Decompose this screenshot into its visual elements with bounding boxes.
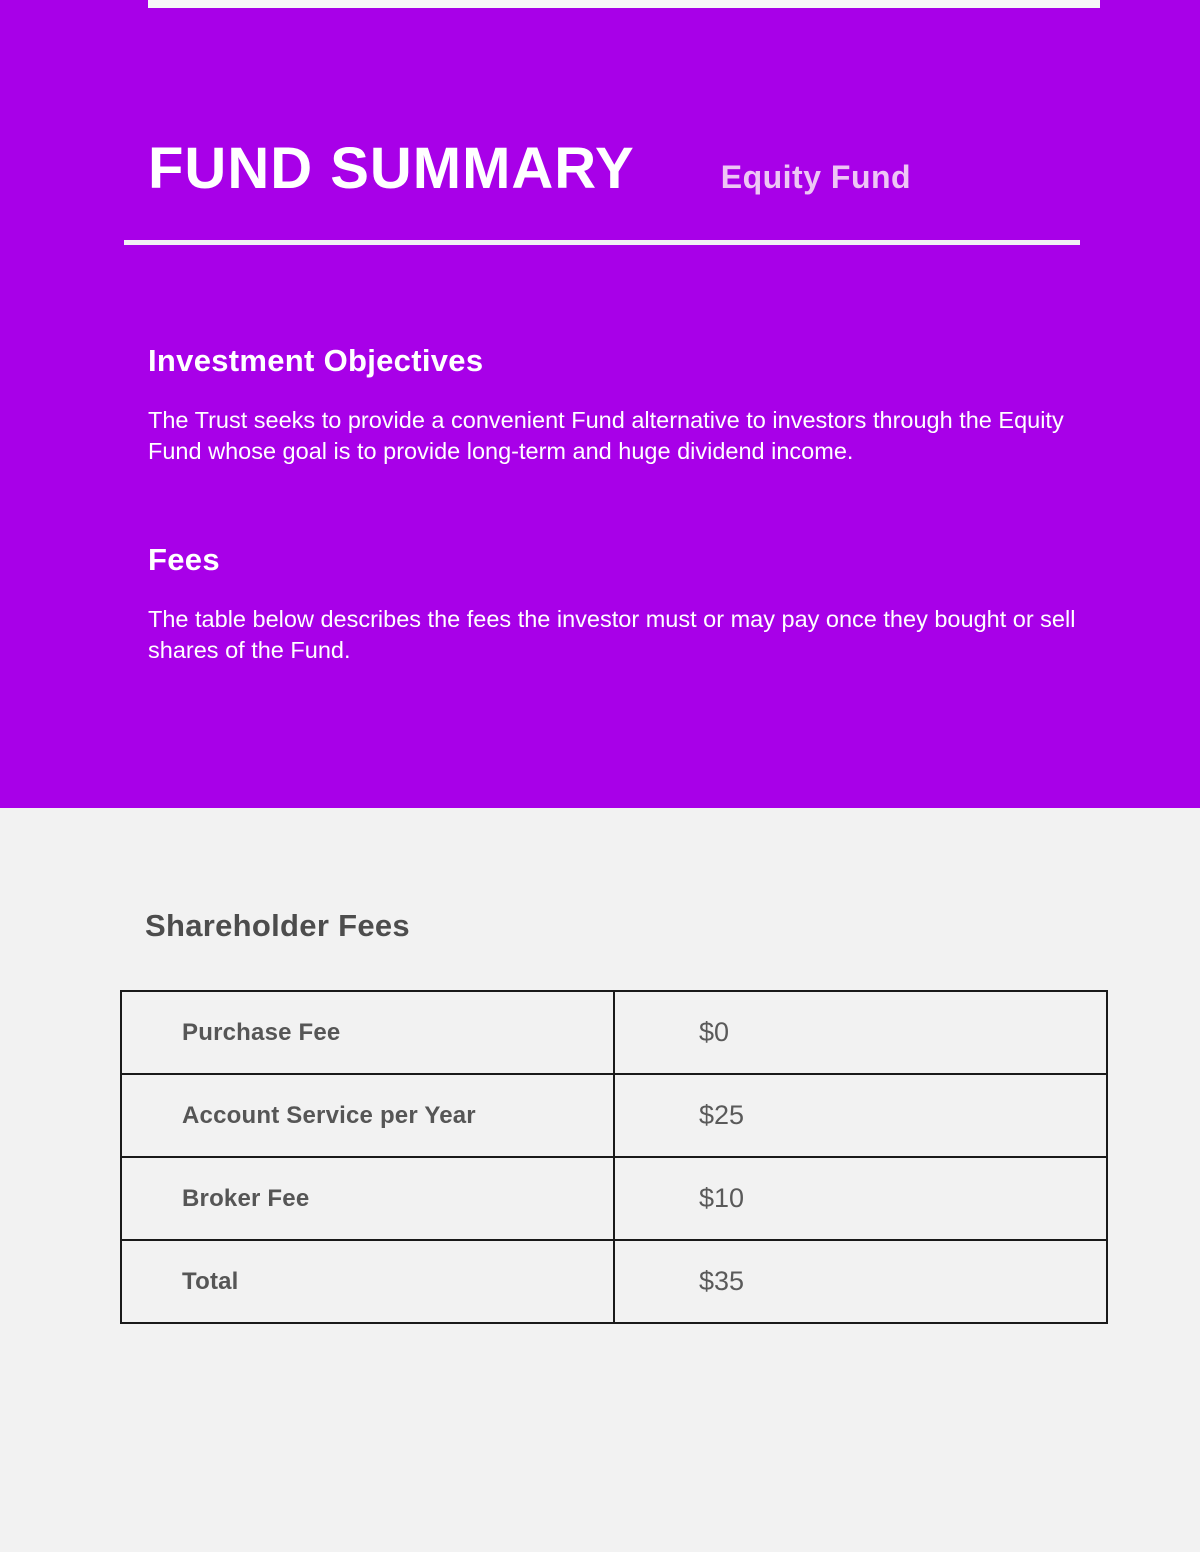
fees-body: The table below describes the fees the investor must or may pay once they bought or sell shares of the Fund. [148,605,1076,663]
top-margin-strip [148,0,1100,8]
shareholder-fees-heading: Shareholder Fees [145,908,410,943]
row-value: $0 [614,991,1107,1074]
table-row [121,1074,1107,1157]
row-value: $10 [614,1157,1107,1240]
table-row [121,1240,1107,1323]
page-title: FUND SUMMARY [148,136,635,201]
row-label: Account Service per Year [121,1074,614,1157]
title-row [148,8,1100,201]
row-label: Total [121,1240,614,1323]
table-row [121,1157,1107,1240]
row-label: Purchase Fee [121,991,614,1074]
table-row [121,991,1107,1074]
row-value: $35 [614,1240,1107,1323]
fees-heading: Fees [148,541,220,577]
row-value: $25 [614,1074,1107,1157]
row-label: Broker Fee [121,1157,614,1240]
page-subtitle: Equity Fund [720,159,912,195]
title-divider [124,240,1080,245]
shareholder-fees-section [0,808,1200,1324]
investment-objectives-body: The Trust seeks to provide a convenient Fund alternative to investors through the Equity Fund whose goal is to provide long-term and huge dividend income. [148,407,1064,465]
shareholder-fees-table [120,990,1108,1324]
investment-objectives-heading: Investment Objectives [148,343,484,378]
